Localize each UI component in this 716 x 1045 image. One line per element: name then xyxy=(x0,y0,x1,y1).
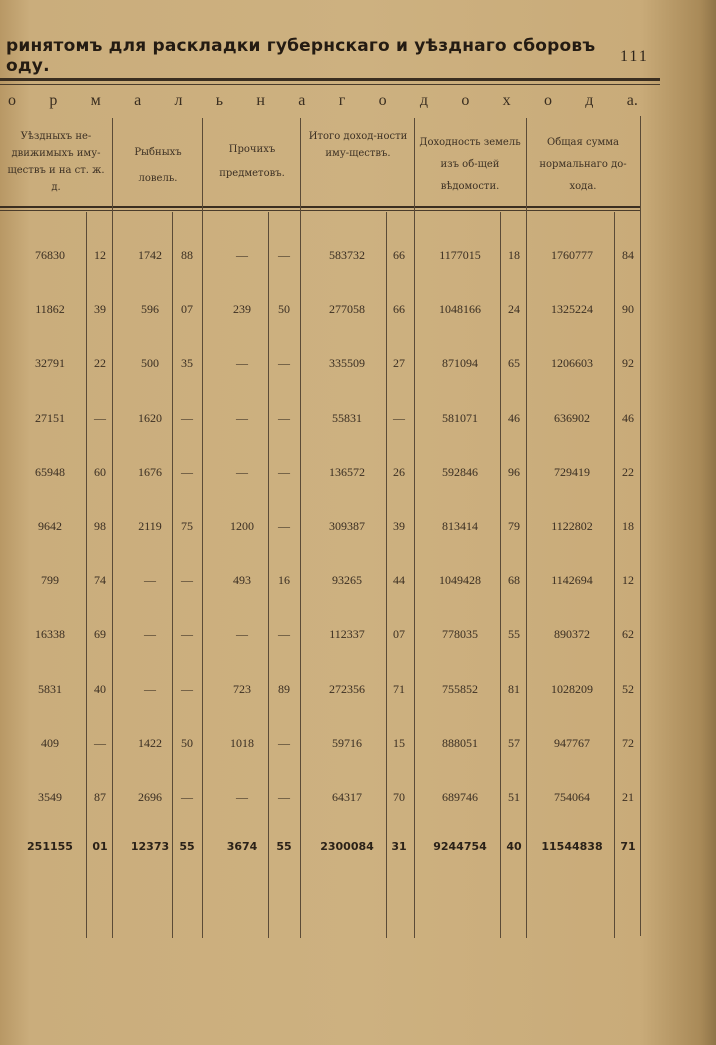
section-heading-letter: м xyxy=(90,92,101,109)
table-cell: — xyxy=(278,735,290,750)
table-cell: 1122802 xyxy=(551,519,593,533)
total-cell: 2300084 xyxy=(320,840,374,854)
table-column-rule xyxy=(414,118,415,938)
table-cell: 136572 xyxy=(329,464,365,479)
table-cell: 55831 xyxy=(332,410,362,425)
total-cell: 55 xyxy=(276,840,292,854)
table-cell: 1200 xyxy=(230,519,254,533)
table-cell: — xyxy=(236,356,248,371)
section-heading xyxy=(8,88,638,114)
table-cell: 500 xyxy=(141,356,159,371)
table-cell: 27151 xyxy=(35,410,65,425)
table-cell: 32791 xyxy=(35,356,65,371)
table-cell: 74 xyxy=(94,573,106,588)
table-header-rule-thin xyxy=(0,210,640,211)
table-cell: 3549 xyxy=(38,790,62,804)
table-cell: 309387 xyxy=(329,519,365,533)
table-cell: — xyxy=(94,735,106,750)
table-cell: 1742 xyxy=(138,248,162,262)
table-cell: 755852 xyxy=(442,681,478,696)
table-cell: — xyxy=(278,519,290,533)
table-cell: 79 xyxy=(508,519,520,533)
table-cell: 12 xyxy=(622,573,634,588)
table-cell: 871094 xyxy=(442,356,478,371)
table-cell: — xyxy=(278,627,290,642)
table-cell: 1325224 xyxy=(551,302,593,317)
table-cell: 46 xyxy=(508,410,520,425)
table-cell: 947767 xyxy=(554,735,590,750)
table-cell: 888051 xyxy=(442,735,478,750)
section-heading-letter: д xyxy=(585,92,594,109)
column-header-total-property-income: Итого доход-ности иму-ществъ. xyxy=(308,131,408,159)
section-heading-letter: о xyxy=(543,92,552,109)
table-cell: 335509 xyxy=(329,356,365,371)
column-header-fisheries: Рыбныхъ ловель. xyxy=(134,147,182,184)
table-cell: 52 xyxy=(622,681,634,696)
table-cell: 813414 xyxy=(442,519,478,533)
table-cell: — xyxy=(181,410,193,425)
section-heading-letter: ь xyxy=(215,92,224,109)
column-header-real-estate: Уѣздныхъ не-движимыхъ иму-ществъ и на ст. ж. д. xyxy=(7,131,105,193)
table-cell: 272356 xyxy=(329,681,365,696)
section-heading-letter: д xyxy=(419,92,429,109)
table-header-rule-thick xyxy=(0,206,640,208)
table-cell: 26 xyxy=(393,464,405,479)
table-cell: 66 xyxy=(393,248,405,262)
table-cell: 22 xyxy=(622,464,634,479)
total-cell: 3674 xyxy=(226,840,258,854)
table-cell: — xyxy=(181,790,193,804)
table-cell: — xyxy=(278,464,290,479)
section-heading-letter: о xyxy=(8,92,16,109)
table-cell: 581071 xyxy=(442,410,478,425)
table-cell: 1177015 xyxy=(439,248,481,262)
table-column-rule xyxy=(202,118,203,938)
table-cell: 68 xyxy=(508,573,520,588)
total-cell: 11544838 xyxy=(541,840,603,854)
table-cell: 729419 xyxy=(554,464,590,479)
table-cell: — xyxy=(278,790,290,804)
table-cell: 46 xyxy=(622,410,634,425)
table-cell: — xyxy=(236,464,248,479)
table-cell: 1048166 xyxy=(439,302,481,317)
table-cell: — xyxy=(236,790,248,804)
table-cell: 277058 xyxy=(329,302,365,317)
table-cell: 96 xyxy=(508,464,520,479)
table-cell: 92 xyxy=(622,356,634,371)
table-cell: 799 xyxy=(41,573,59,588)
table-cell: 90 xyxy=(622,302,634,317)
table-cell: 07 xyxy=(181,302,193,317)
table-cell: 07 xyxy=(393,627,405,642)
table-cell: 93265 xyxy=(332,573,362,588)
column-header-other-items: Прочихъ предметовъ. xyxy=(219,144,285,179)
table-cell: — xyxy=(181,573,193,588)
table-cell: — xyxy=(278,410,290,425)
table-cell: 39 xyxy=(94,302,106,317)
table-cell: 65 xyxy=(508,356,520,371)
table-cell: 409 xyxy=(41,735,59,750)
table-cell: — xyxy=(144,681,156,696)
table-cell: 62 xyxy=(622,627,634,642)
table-cell: — xyxy=(144,573,156,588)
table-cell: 493 xyxy=(233,573,251,588)
total-cell: 40 xyxy=(506,840,522,854)
table-cell: 18 xyxy=(622,519,634,533)
table-cell: 24 xyxy=(508,302,520,317)
table-cell: — xyxy=(94,410,106,425)
header-rule-thick xyxy=(0,78,660,81)
table-cell: 71 xyxy=(393,681,405,696)
table-cell: 1206603 xyxy=(551,356,593,371)
column-header-normal-income-sum: Общая сумма нормальнаго до-хода. xyxy=(539,137,627,192)
table-cell: 15 xyxy=(393,735,405,750)
section-heading-letter: а xyxy=(298,92,306,109)
table-cell: — xyxy=(236,410,248,425)
table-cell: 1142694 xyxy=(551,573,593,588)
total-cell: 12373 xyxy=(130,840,170,854)
table-cell: 2119 xyxy=(138,519,162,533)
total-cell: 251155 xyxy=(27,840,73,854)
table-cell: 50 xyxy=(181,735,193,750)
table-cell: 2696 xyxy=(138,790,162,804)
table-cell: 75 xyxy=(181,519,193,533)
table-cell: 50 xyxy=(278,302,290,317)
table-column-rule xyxy=(300,118,301,938)
page-header-title xyxy=(6,36,616,76)
section-heading-letter: о xyxy=(461,92,470,109)
table-cell: — xyxy=(236,248,248,262)
table-cell: 5831 xyxy=(38,681,62,696)
table-cell: 89 xyxy=(278,681,290,696)
table-cell: — xyxy=(181,464,193,479)
table-cell: 636902 xyxy=(554,410,590,425)
table-cell: 44 xyxy=(393,573,405,588)
total-cell: 55 xyxy=(179,840,195,854)
table-cell: 88 xyxy=(181,248,193,262)
table-cell: — xyxy=(181,627,193,642)
table-cell: 70 xyxy=(393,790,405,804)
table-cell: 65948 xyxy=(35,464,65,479)
table-cell: 66 xyxy=(393,302,405,317)
table-cell: 1422 xyxy=(138,735,162,750)
section-heading-letter: а xyxy=(134,92,142,109)
table-cell: 16338 xyxy=(35,627,65,642)
table-cell: 1028209 xyxy=(551,681,593,696)
table-cell: 51 xyxy=(508,790,520,804)
table-cell: 1018 xyxy=(230,735,254,750)
table-cell: 98 xyxy=(94,519,106,533)
table-cell: 39 xyxy=(393,519,405,533)
table-cell: 55 xyxy=(508,627,520,642)
table-cell: — xyxy=(278,356,290,371)
table-cell: 60 xyxy=(94,464,106,479)
header-title-line-1: ринятомъ для раскладки губернскаго и уѣзднаго сборовъ xyxy=(6,36,596,56)
table-cell: 890372 xyxy=(554,627,590,642)
table-cell: 84 xyxy=(622,248,634,262)
table-cell: 21 xyxy=(622,790,634,804)
section-heading-letter: о xyxy=(378,92,387,109)
table-cell: 12 xyxy=(94,248,106,262)
table-cell: 723 xyxy=(233,681,251,696)
table-cell: 1049428 xyxy=(439,573,481,588)
table-cell: 1760777 xyxy=(551,248,593,262)
column-header-land-income: Доходность земель изъ об-щей вѣдомости. xyxy=(419,137,521,192)
table-cell: 72 xyxy=(622,735,634,750)
table-cell: 778035 xyxy=(442,627,478,642)
total-cell: 31 xyxy=(391,840,407,854)
table-cell: 76830 xyxy=(35,248,65,262)
table-cell: 596 xyxy=(141,302,159,317)
table-cell: 27 xyxy=(393,356,405,371)
table-cell: 35 xyxy=(181,356,193,371)
table-column-rule xyxy=(614,212,615,938)
section-heading-letter: л xyxy=(174,92,183,109)
section-heading-letter: х xyxy=(502,92,511,109)
header-rule-thin xyxy=(0,84,660,85)
total-cell: 71 xyxy=(620,840,636,854)
section-heading-letter: а. xyxy=(626,92,638,109)
table-cell: 64317 xyxy=(332,790,362,804)
total-cell: 01 xyxy=(92,840,108,854)
table-cell: 81 xyxy=(508,681,520,696)
total-cell: 9244754 xyxy=(433,840,487,854)
table-cell: 11862 xyxy=(35,302,65,317)
section-heading-letter: г xyxy=(338,92,346,109)
table-cell: — xyxy=(393,410,405,425)
page-number: 111 xyxy=(620,48,649,65)
table-cell: 754064 xyxy=(554,790,590,804)
table-cell: — xyxy=(236,627,248,642)
table-cell: 583732 xyxy=(329,248,365,262)
table-cell: 22 xyxy=(94,356,106,371)
table-cell: 689746 xyxy=(442,790,478,804)
table-cell: 592846 xyxy=(442,464,478,479)
table-cell: 1676 xyxy=(138,464,162,479)
table-cell: 1620 xyxy=(138,410,162,425)
table-cell: 59716 xyxy=(332,735,362,750)
section-heading-letter: н xyxy=(256,92,265,109)
table-cell: 57 xyxy=(508,735,520,750)
table-cell: — xyxy=(278,248,290,262)
table-cell: 9642 xyxy=(38,519,62,533)
table-cell: — xyxy=(181,681,193,696)
table-cell: 87 xyxy=(94,790,106,804)
table-cell: — xyxy=(144,627,156,642)
table-cell: 40 xyxy=(94,681,106,696)
table-cell: 112337 xyxy=(329,627,365,642)
section-heading-letter: р xyxy=(49,92,58,109)
table-cell: 16 xyxy=(278,573,290,588)
table-cell: 239 xyxy=(233,302,251,317)
header-title-line-2: оду. xyxy=(6,56,50,76)
table-cell: 18 xyxy=(508,248,520,262)
table-cell: 69 xyxy=(94,627,106,642)
